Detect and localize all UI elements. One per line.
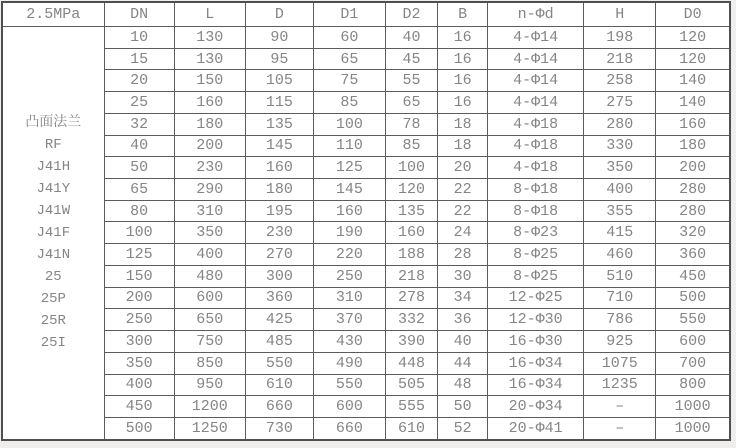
table-cell: 1000 [656,396,730,418]
table-cell: 16-Φ34 [488,352,584,374]
table-row [2,352,730,374]
table-cell: 320 [656,222,730,244]
table-cell: 710 [584,287,656,309]
table-cell: 40 [104,135,174,157]
table-cell: 310 [174,200,245,222]
table-cell: 52 [438,417,488,440]
table-cell: 280 [656,200,730,222]
table-cell: 330 [584,135,656,157]
table-cell: 22 [438,200,488,222]
table-cell: 1235 [584,374,656,396]
series-label-line: 25 [44,269,62,285]
table-cell: 8-Φ25 [488,244,584,266]
column-header-d0: D0 [656,2,730,27]
table-cell: 40 [385,27,437,49]
table-cell: 160 [245,157,313,179]
table-row [2,70,730,92]
table-cell: 1075 [584,352,656,374]
series-label-line: 凸面法兰 [25,115,82,131]
table-cell: 18 [438,113,488,135]
table-cell: 30 [438,265,488,287]
table-cell: 16 [438,48,488,70]
table-cell: 425 [245,309,313,331]
table-cell: 400 [104,374,174,396]
table-cell: 78 [385,113,437,135]
table-cell: 850 [174,352,245,374]
table-cell: 510 [584,265,656,287]
column-header-d2: D2 [385,2,437,27]
flange-spec-table [1,1,731,441]
table-cell: 12-Φ30 [488,309,584,331]
table-cell: 505 [385,374,437,396]
table-cell: 700 [656,352,730,374]
table-cell: 280 [656,179,730,201]
table-cell: 610 [245,374,313,396]
table-cell: 610 [385,417,437,440]
table-cell: 180 [174,113,245,135]
table-cell: 4-Φ14 [488,27,584,49]
table-cell: 16 [438,70,488,92]
table-cell: 490 [313,352,385,374]
table-cell: 80 [104,200,174,222]
table-cell: 400 [174,244,245,266]
table-cell: 135 [245,113,313,135]
table-cell: 350 [584,157,656,179]
table-cell: 44 [438,352,488,374]
table-row [2,417,730,440]
table-cell: 115 [245,92,313,114]
table-cell: 275 [584,92,656,114]
series-label-line: 25I [40,335,66,351]
table-cell: 125 [313,157,385,179]
table-cell: 65 [385,92,437,114]
table-cell: 660 [245,396,313,418]
table-cell: 135 [385,200,437,222]
table-cell: 1000 [656,417,730,440]
table-cell: – [584,417,656,440]
table-cell: 200 [656,157,730,179]
table-cell: 10 [104,27,174,49]
table-cell: 280 [584,113,656,135]
table-cell: 355 [584,200,656,222]
table-cell: – [584,396,656,418]
table-row [2,287,730,309]
table-cell: 20-Φ41 [488,417,584,440]
column-header-nd: n-Φd [488,2,584,27]
column-header-dn: DN [104,2,174,27]
table-row [2,244,730,266]
series-label-line: J41N [36,247,71,263]
table-cell: 90 [245,27,313,49]
table-cell: 218 [385,265,437,287]
table-cell: 190 [313,222,385,244]
table-cell: 660 [313,417,385,440]
series-label-line: J41F [36,225,71,241]
table-cell: 450 [104,396,174,418]
table-cell: 1200 [174,396,245,418]
table-cell: 95 [245,48,313,70]
table-cell: 220 [313,244,385,266]
table-cell: 4-Φ18 [488,113,584,135]
table-row [2,265,730,287]
table-cell: 8-Φ18 [488,200,584,222]
table-cell: 230 [245,222,313,244]
table-row [2,331,730,353]
table-cell: 390 [385,331,437,353]
table-cell: 20 [104,70,174,92]
table-cell: 350 [174,222,245,244]
table-cell: 448 [385,352,437,374]
table-cell: 198 [584,27,656,49]
table-cell: 400 [584,179,656,201]
table-cell: 786 [584,309,656,331]
series-label-line: J41Y [36,181,71,197]
table-cell: 16-Φ34 [488,374,584,396]
table-cell: 8-Φ25 [488,265,584,287]
table-cell: 250 [104,309,174,331]
table-cell: 200 [174,135,245,157]
table-cell: 650 [174,309,245,331]
table-cell: 85 [385,135,437,157]
table-cell: 140 [656,92,730,114]
table-cell: 500 [104,417,174,440]
table-cell: 130 [174,48,245,70]
column-header-b: B [438,2,488,27]
table-cell: 160 [656,113,730,135]
table-cell: 65 [313,48,385,70]
column-header-d1: D1 [313,2,385,27]
table-cell: 25 [104,92,174,114]
table-cell: 485 [245,331,313,353]
table-cell: 65 [104,179,174,201]
table-cell: 310 [313,287,385,309]
table-cell: 34 [438,287,488,309]
table-cell: 32 [104,113,174,135]
table-cell: 4-Φ18 [488,135,584,157]
series-label-line: J41H [36,159,71,175]
table-cell: 258 [584,70,656,92]
table-row [2,92,730,114]
table-cell: 55 [385,70,437,92]
table-cell: 45 [385,48,437,70]
table-row [2,396,730,418]
table-cell: 290 [174,179,245,201]
table-cell: 150 [104,265,174,287]
table-cell: 450 [656,265,730,287]
table-cell: 120 [656,48,730,70]
table-cell: 550 [245,352,313,374]
table-cell: 555 [385,396,437,418]
table-cell: 730 [245,417,313,440]
table-cell: 85 [313,92,385,114]
table-cell: 20 [438,157,488,179]
table-cell: 60 [313,27,385,49]
column-header-h: H [584,2,656,27]
table-cell: 8-Φ18 [488,179,584,201]
table-row [2,200,730,222]
table-cell: 360 [656,244,730,266]
table-cell: 36 [438,309,488,331]
table-row [2,113,730,135]
table-cell: 188 [385,244,437,266]
table-cell: 160 [385,222,437,244]
table-cell: 250 [313,265,385,287]
table-cell: 120 [656,27,730,49]
table-cell: 925 [584,331,656,353]
table-cell: 950 [174,374,245,396]
table-cell: 160 [313,200,385,222]
table-cell: 300 [104,331,174,353]
table-row [2,48,730,70]
series-label-line: J41W [36,203,71,219]
table-cell: 4-Φ14 [488,70,584,92]
table-cell: 4-Φ18 [488,157,584,179]
table-cell: 1250 [174,417,245,440]
table-cell: 195 [245,200,313,222]
table-cell: 550 [313,374,385,396]
header-row [2,2,730,27]
series-label-cell [2,27,104,441]
table-cell: 12-Φ25 [488,287,584,309]
table-row [2,222,730,244]
table-cell: 360 [245,287,313,309]
table-cell: 8-Φ23 [488,222,584,244]
table-cell: 600 [656,331,730,353]
column-header-d: D [245,2,313,27]
table-cell: 16-Φ30 [488,331,584,353]
table-cell: 100 [385,157,437,179]
table-cell: 332 [385,309,437,331]
table-cell: 40 [438,331,488,353]
table-cell: 145 [245,135,313,157]
table-cell: 145 [313,179,385,201]
table-cell: 415 [584,222,656,244]
table-cell: 350 [104,352,174,374]
table-cell: 600 [313,396,385,418]
table-cell: 370 [313,309,385,331]
table-cell: 100 [313,113,385,135]
table-cell: 15 [104,48,174,70]
table-cell: 270 [245,244,313,266]
table-cell: 120 [385,179,437,201]
table-cell: 800 [656,374,730,396]
table-cell: 480 [174,265,245,287]
series-label-line: 25R [40,313,66,329]
table-cell: 180 [656,135,730,157]
table-cell: 460 [584,244,656,266]
table-cell: 24 [438,222,488,244]
table-cell: 200 [104,287,174,309]
table-cell: 20-Φ34 [488,396,584,418]
table-cell: 4-Φ14 [488,92,584,114]
table-cell: 16 [438,27,488,49]
table-row [2,179,730,201]
table-cell: 180 [245,179,313,201]
series-label-line: RF [44,137,62,153]
table-cell: 750 [174,331,245,353]
table-cell: 230 [174,157,245,179]
table-row [2,157,730,179]
table-cell: 550 [656,309,730,331]
table-cell: 150 [174,70,245,92]
table-cell: 50 [104,157,174,179]
table-row [2,374,730,396]
table-row [2,135,730,157]
table-cell: 300 [245,265,313,287]
table-cell: 50 [438,396,488,418]
table-cell: 16 [438,92,488,114]
table-cell: 100 [104,222,174,244]
table-row [2,27,730,49]
table-cell: 28 [438,244,488,266]
table-cell: 218 [584,48,656,70]
series-label-line: 25P [40,291,66,307]
table-cell: 140 [656,70,730,92]
table-cell: 430 [313,331,385,353]
table-cell: 18 [438,135,488,157]
table-cell: 4-Φ14 [488,48,584,70]
table-cell: 48 [438,374,488,396]
table-cell: 160 [174,92,245,114]
table-row [2,309,730,331]
table-cell: 105 [245,70,313,92]
pressure-rating-header-cell: 2.5MPa [2,2,104,27]
table-cell: 500 [656,287,730,309]
table-cell: 22 [438,179,488,201]
column-header-l: L [174,2,245,27]
table-cell: 600 [174,287,245,309]
table-cell: 278 [385,287,437,309]
table-cell: 75 [313,70,385,92]
table-cell: 130 [174,27,245,49]
table-cell: 110 [313,135,385,157]
table-cell: 125 [104,244,174,266]
